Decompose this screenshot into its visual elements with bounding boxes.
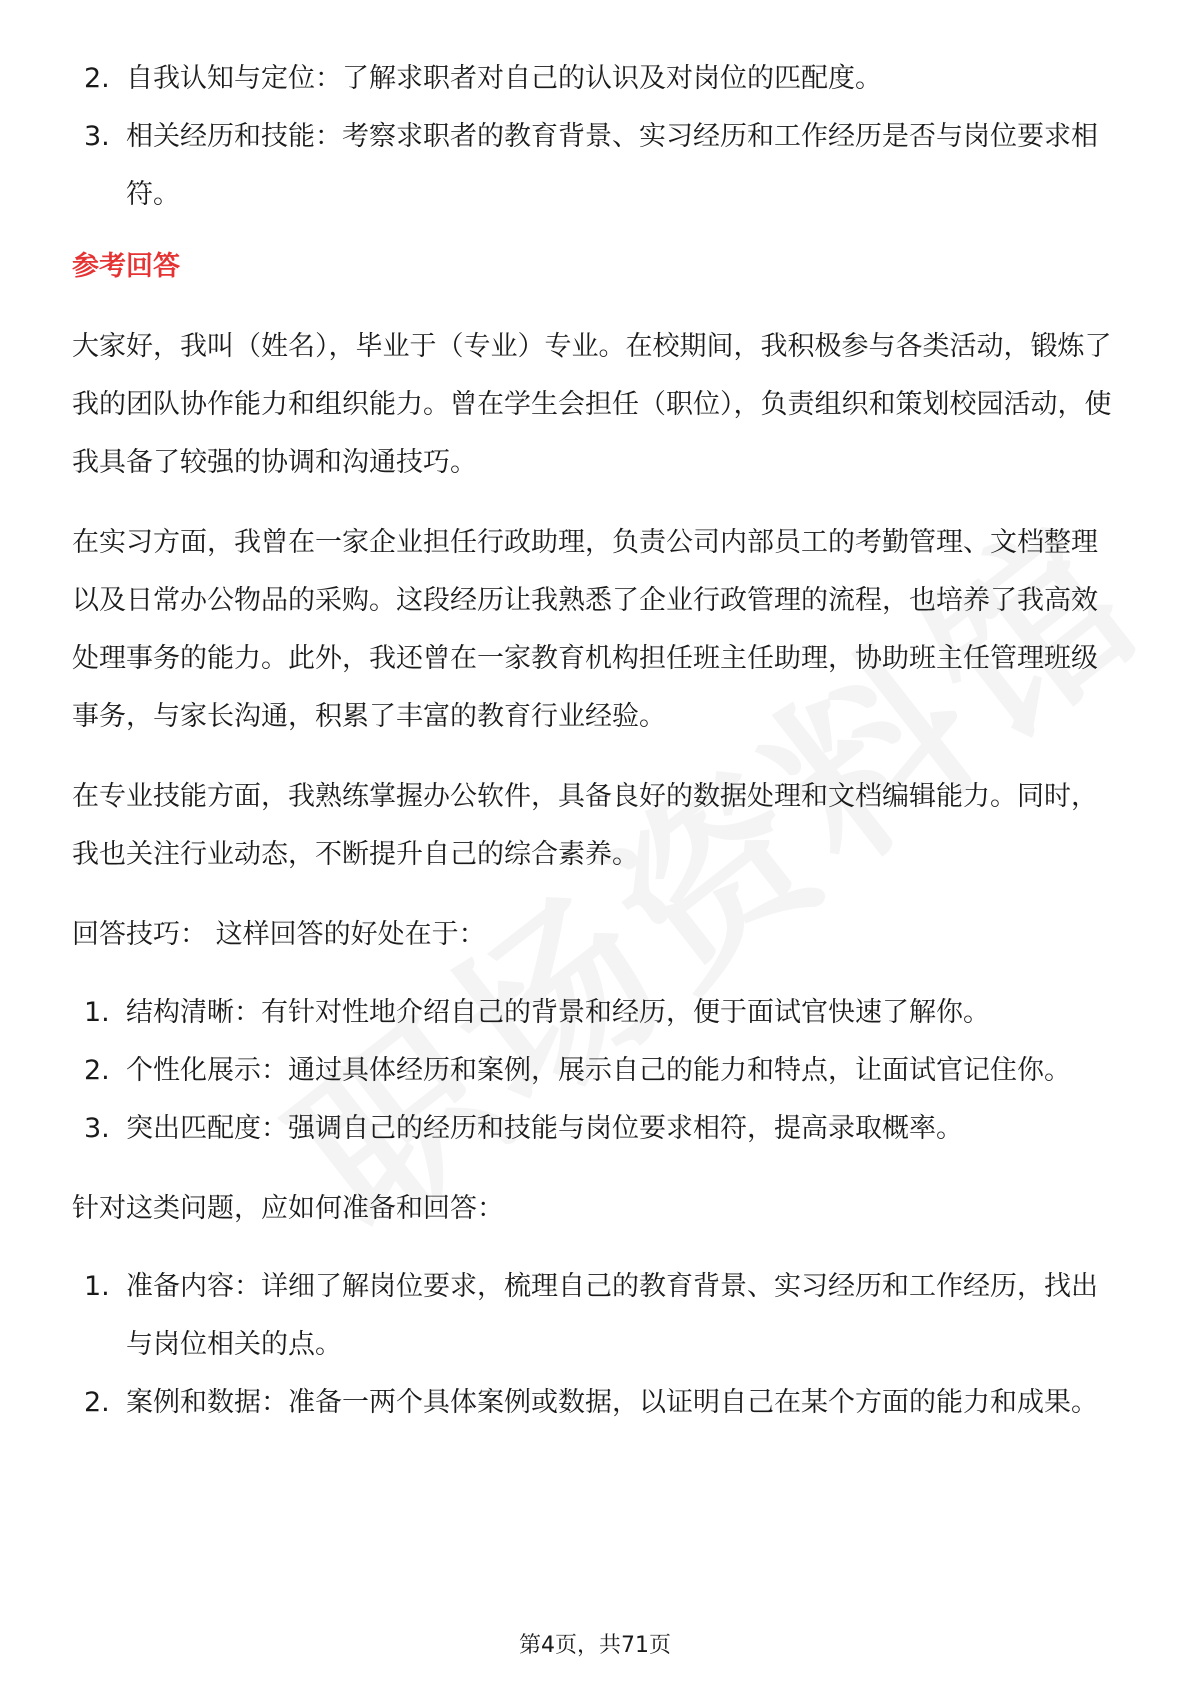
tips-intro: 回答技巧： 这样回答的好处在于： xyxy=(72,919,486,950)
requirements-list xyxy=(72,50,1118,224)
list-item: 3. 突出匹配度：强调自己的经历和技能与岗位要求相符，提高录取概率。 xyxy=(84,1113,963,1144)
list-item: 2. 案例和数据：准备一两个具体案例或数据，以证明自己在某个方面的能力和成果。 xyxy=(84,1387,1098,1418)
prep-list xyxy=(72,1258,1118,1432)
answer-paragraph-2: 在实习方面，我曾在一家企业担任行政助理，负责公司内部员工的考勤管理、文档整理以及日常办公物品的采购。这段经历让我熟悉了企业行政管理的流程，也培养了我高效处理事务的能力。此外，我还曾在一家教育机构担任班主任助理，协助班主任管理班级事务，与家长沟通，积累了丰富的教育行业经验。 xyxy=(72,527,1098,732)
list-item: 1. 准备内容：详细了解岗位要求，梳理自己的教育背景、实习经历和工作经历，找出与岗位相关的点。 xyxy=(84,1271,1098,1360)
answer-paragraph-3: 在专业技能方面，我熟练掌握办公软件，具备良好的数据处理和文档编辑能力。同时，我也关注行业动态，不断提升自己的综合素养。 xyxy=(72,781,1098,870)
list-item: 3. 相关经历和技能：考察求职者的教育背景、实习经历和工作经历是否与岗位要求相符。 xyxy=(84,121,1098,210)
page-number: 第4页，共71页 xyxy=(519,1633,671,1658)
prep-intro: 针对这类问题，应如何准备和回答： xyxy=(72,1193,504,1224)
list-item: 1. 结构清晰：有针对性地介绍自己的背景和经历，便于面试官快速了解你。 xyxy=(84,997,990,1028)
answer-paragraph-1: 大家好，我叫（姓名），毕业于（专业）专业。在校期间，我积极参与各类活动，锻炼了我的团队协作能力和组织能力。曾在学生会担任（职位），负责组织和策划校园活动，使我具备了较强的协调和沟通技巧。 xyxy=(72,331,1112,478)
tips-list xyxy=(72,984,1118,1158)
section-heading: 参考回答 xyxy=(72,251,180,282)
page-content xyxy=(72,50,1118,1432)
list-item: 2. 个性化展示：通过具体经历和案例，展示自己的能力和特点，让面试官记住你。 xyxy=(84,1055,1071,1086)
list-item: 2. 自我认知与定位：了解求职者对自己的认识及对岗位的匹配度。 xyxy=(84,63,882,94)
